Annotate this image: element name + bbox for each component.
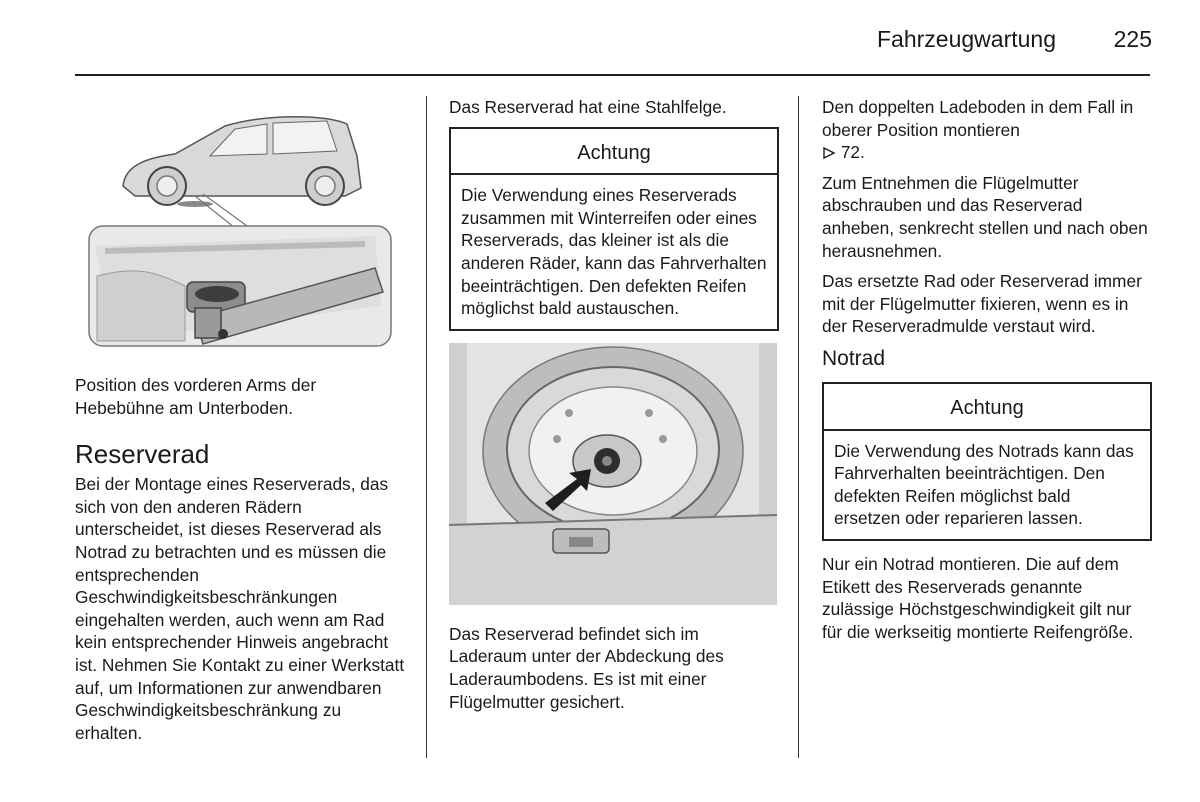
paragraph: Nur ein Notrad montieren. Die auf dem Etikett des Reserverads genannte zulässige Höchstgeschwindigkeit gilt nur für die werkseitig montierte Reifengröße. <box>822 553 1134 642</box>
column-2 <box>449 96 779 721</box>
page-number: 225 <box>1113 26 1152 52</box>
page-reference-link[interactable]: 72. <box>840 142 865 163</box>
paragraph: Zum Entnehmen die Flügelmutter abschrauben und das Reserverad anheben, senkrecht stellen und nach oben herausnehmen. <box>822 172 1148 261</box>
column-3 <box>822 96 1152 651</box>
intro-paragraph: Das Reserverad hat eine Stahlfelge. <box>449 97 727 117</box>
header-rule <box>75 74 1150 76</box>
subsection-title: Notrad <box>822 346 886 370</box>
column-1 <box>75 96 407 752</box>
warning-box <box>449 127 779 331</box>
warning-title: Achtung <box>451 129 777 176</box>
section-paragraph: Bei der Montage eines Reserverads, das sich von den anderen Rädern unterscheidet, ist dieses Reserverad als Notrad zu betrachten und es müssen die entsprechenden Geschwindigkeitsbeschränkungen eingehalten werden, auch wenn am Rad kein entsprechender Hinweis angebracht ist. Nehmen Sie Kontakt zu einer Werkstatt auf, um Informationen zur anwendbaren Geschwindigkeitsbeschränkung zu erhalten. <box>75 474 405 743</box>
paragraph: Das ersetzte Rad oder Reserverad immer mit der Flügelmutter fixieren, wenn es in der Reserveradmulde verstaut wird. <box>822 271 1142 337</box>
warning-box <box>822 382 1152 541</box>
warning-text: Die Verwendung eines Reserverads zusammen mit Winterreifen oder eines Reserverads, das kleiner ist als die anderen Räder, kann das Fahrverhalten beeinträchtigen. Den defekten Reifen möglichst bald austauschen. <box>461 185 767 319</box>
column-divider <box>798 96 799 758</box>
reference-arrow-icon <box>822 146 836 160</box>
car-lift-illustration <box>75 96 405 358</box>
figure-caption: Das Reserverad befindet sich im Laderaum unter der Abdeckung des Laderaumbodens. Es ist mit einer Flügelmutter gesichert. <box>449 623 724 712</box>
section-title: Reserverad <box>75 439 210 470</box>
paragraph <box>822 96 1152 164</box>
paragraph-text: Den doppelten Ladeboden in dem Fall in oberer Position montieren <box>822 97 1134 140</box>
chapter-title: Fahrzeugwartung <box>877 26 1056 52</box>
spare-wheel-illustration <box>449 343 777 605</box>
warning-text: Die Verwendung des Notrads kann das Fahrverhalten beeinträchtigen. Den defekten Reifen möglichst bald ersetzen oder reparieren lassen. <box>834 440 1134 529</box>
warning-title: Achtung <box>824 384 1150 431</box>
figure-caption: Position des vorderen Arms der Hebebühne am Unterboden. <box>75 375 317 418</box>
column-divider <box>426 96 427 758</box>
